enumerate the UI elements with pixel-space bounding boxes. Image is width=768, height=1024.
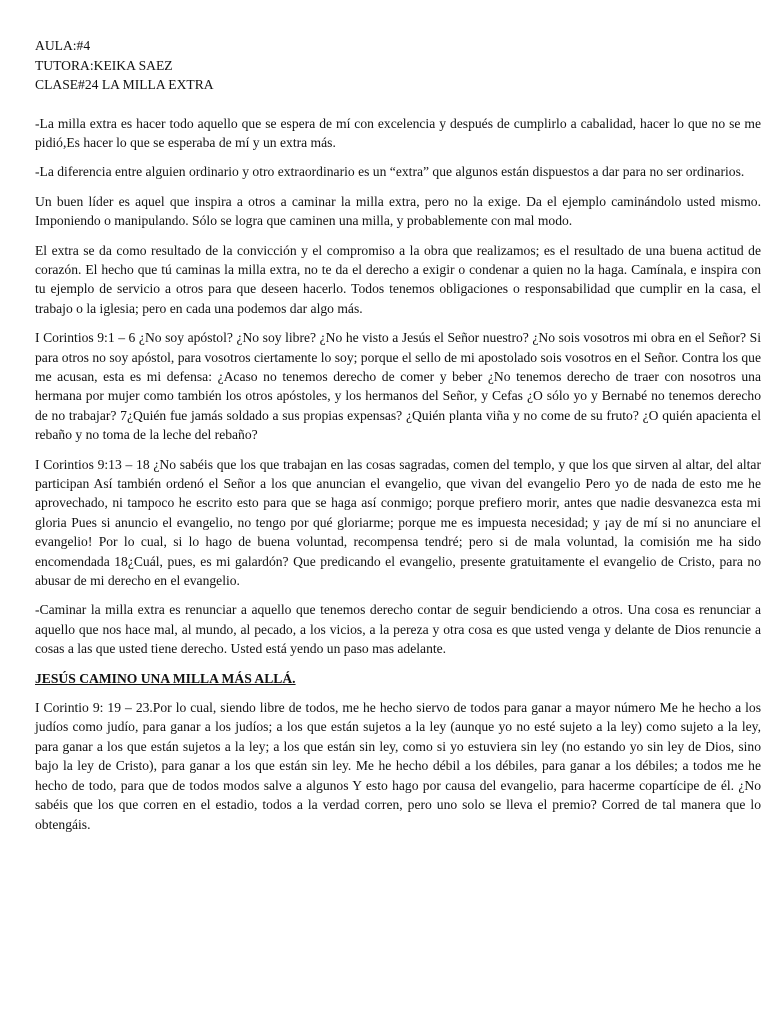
- clase-title: CLASE#24 LA MILLA EXTRA: [35, 77, 214, 92]
- paragraph-4: El extra se da como resultado de la convicción y el compromiso a la obra que realizamos; es el resultado de una buena actitud de corazón. El hecho que tú caminas la milla extra, no te da el derecho a exigir o condenar a quien no la haga. Camínala, e inspira con tu ejemplo de servicio a otros para que deseen hacerlo. Todos tenemos obligaciones o responsabilidad que cumplir en la casa, el trabajo o la iglesia; pero en cada una podemos dar algo más.: [35, 242, 761, 316]
- document-page: [35, 36, 761, 844]
- aula-line: AULA:#4: [35, 38, 91, 53]
- paragraph-5: I Corintios 9:1 – 6 ¿No soy apóstol? ¿No soy libre? ¿No he visto a Jesús el Señor nuestro? ¿No sois vosotros mi obra en el Señor? Si para otros no soy apóstol, para vosotros ciertamente lo soy; porque el sello de mi apostolado sois vosotros en el Señor. Contra los que me acusan, esta es mi defensa: ¿Acaso no tenemos derecho de comer y beber ¿No tenemos derecho de traer con nosotros una hermana por mujer como también los otros apóstoles, y los hermanos del Señor, y Cefas ¿O sólo yo y Bernabé no tenemos derecho de no trabajar? 7¿Quién fue jamás soldado a sus propias expensas? ¿Quién planta viña y no come de su fruto? ¿O quién apacienta el rebaño y no toma de la leche del rebaño?: [35, 330, 762, 443]
- paragraph-3: Un buen líder es aquel que inspira a otros a caminar la milla extra, pero no la exige. Da el ejemplo caminándolo usted mismo. Imponiendo o manipulando. Sólo se logra que caminen una milla, y probablemente con mal modo.: [35, 193, 761, 229]
- section-heading: JESÚS CAMINO UNA MILLA MÁS ALLÁ.: [35, 670, 296, 686]
- document-header: [35, 36, 761, 95]
- tutora-line: TUTORA:KEIKA SAEZ: [35, 57, 173, 73]
- paragraph-6: I Corintios 9:13 – 18 ¿No sabéis que los que trabajan en las cosas sagradas, comen del templo, y que los que sirven al altar, del altar participan Así también ordenó el Señor a los que anuncian el evangelio, que vivan del evangelio Pero yo de nada de esto me he aprovechado, ni tampoco he escrito esto para que se haga así conmigo; porque prefiero morir, antes que nadie desvanezca esta mi gloria Pues si anuncio el evangelio, no tengo por qué gloriarme; porque me es impuesta necesidad; y ¡ay de mí si no anunciare el evangelio! Por lo cual, si lo hago de buena voluntad, recompensa tendré; pero si de mala voluntad, la comisión me ha sido encomendada 18¿Cuál, pues, es mi galardón? Que predicando el evangelio, presente gratuitamente el evangelio de Cristo, para no abusar de mi derecho en el evangelio.: [35, 456, 761, 589]
- paragraph-8: I Corintio 9: 19 – 23.Por lo cual, siendo libre de todos, me he hecho siervo de todos para ganar a mayor número Me he hecho a los judíos como judío, para ganar a los judíos; a los que están sujetos a la ley (aunque yo no esté sujeto a la ley) como sujeto a la ley, para ganar a los que están sujetos a la ley; a los que están sin ley, como si yo estuviera sin ley (no estando yo sin ley de Dios, sino bajo la ley de Cristo), para ganar a los que están sin ley. Me he hecho débil a los débiles, para ganar a los débiles; a todos me he hecho de todo, para que de todos modos salve a algunos Y esto hago por causa del evangelio, para hacerme copartícipe de él. ¿No sabéis que los que corren en el estadio, todos a la verdad corren, pero uno solo se lleva el premio? Corred de tal manera que lo obtengáis.: [35, 700, 761, 832]
- paragraph-2: -La diferencia entre alguien ordinario y otro extraordinario es un “extra” que algunos están dispuestos a dar para no ser ordinarios.: [35, 164, 745, 180]
- document-body: [35, 114, 761, 834]
- paragraph-7: -Caminar la milla extra es renunciar a aquello que tenemos derecho contar de seguir bendiciendo a otros. Una cosa es renunciar a aquello que nos hace mal, al mundo, al pecado, a los vicios, a la pereza y otra cosa es que usted venga y delante de Dios renuncie a cosas a las que usted tiene derecho. Usted está yendo un paso mas adelante.: [35, 602, 761, 657]
- paragraph-1: -La milla extra es hacer todo aquello que se espera de mí con excelencia y después de cumplirlo a cabalidad, hacer lo que no se me pidió,Es hacer lo que se esperaba de mí y un extra más.: [35, 115, 761, 150]
